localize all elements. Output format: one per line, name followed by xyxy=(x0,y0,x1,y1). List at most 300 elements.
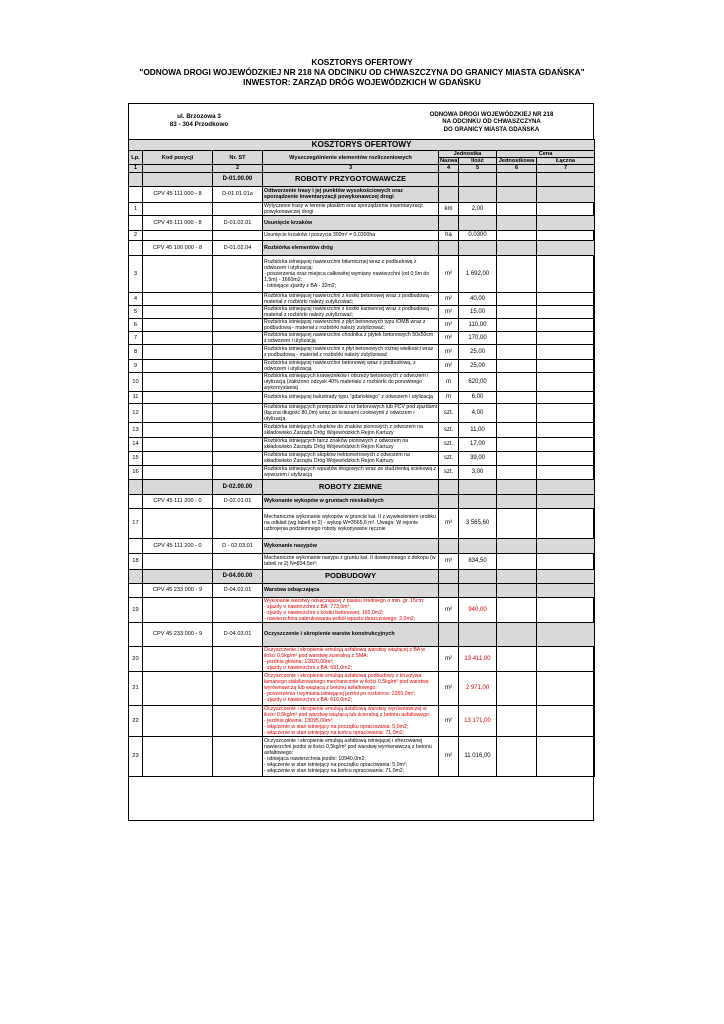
table-row xyxy=(129,292,595,305)
item-number: 15 xyxy=(129,451,143,465)
item-unit: m² xyxy=(439,359,459,372)
lp-cell xyxy=(129,215,143,230)
cpv-code: CPV 45 233 000 - 9 xyxy=(143,622,213,646)
item-description: Rozbiórka istniejącej balustrady typu "gdańskiego" z odwozem i utylizacją xyxy=(263,391,439,403)
item-unit: m² xyxy=(439,318,459,331)
item-quantity: 3,00 xyxy=(459,465,497,479)
item-description: Wykonanie warstwy odsączającej z piasku średniego o min. gr. 15cm: - zjazdy o nawierzchni z BA: 773,0m²; - zjazdy o nawierzchni z kostki betonowej: 165,0m2; - nawierzchnia zabrukowania wokół wpustu deszczowego: 2,0m2; xyxy=(263,597,439,622)
item-unit: m³ xyxy=(439,508,459,538)
qty-cell xyxy=(459,479,497,494)
item-unit: szt. xyxy=(439,451,459,465)
table-row xyxy=(129,372,595,391)
item-number: 20 xyxy=(129,646,143,671)
item-number: 6 xyxy=(129,318,143,331)
item-description: Rozbiórka istniejących wpustów drogowych wraz ze studzienką ściekową z wywozem i utylizacją xyxy=(263,465,439,479)
total-price-cell xyxy=(537,538,595,553)
item-unit: m³ xyxy=(439,553,459,569)
section-code: D-02.00.00 xyxy=(213,479,263,494)
lp-cell xyxy=(129,583,143,597)
code-cell xyxy=(143,422,213,437)
item-description: Oczyszczenie i skropienie emulsją asfaltową warstwy wiążącej z BA w ilości 0,5kg/m² pod warstwę ścieralną z SMA: - jezdnia główna: 12820,00m²; - zjazdy o nawierzchni z BA: 591,0m2; xyxy=(263,646,439,671)
subsection-row xyxy=(129,622,595,646)
total-price-cell xyxy=(537,451,595,465)
item-description: Mechaniczne wykonanie nasypu z gruntu kat. II dowiezionego z dokopu (w tabeli nr 2) N=834,5m³; xyxy=(263,553,439,569)
doc-investor: INWESTOR: ZARZĄD DRÓG WOJEWÓDZKICH W GDAŃSKU xyxy=(243,77,481,87)
col-header-description: Wyszczególnienie elementów rozliczeniowych xyxy=(263,151,439,165)
code-cell xyxy=(143,437,213,451)
st-code: D-04.02.01 xyxy=(213,583,263,597)
st-code: D-02.01.01 xyxy=(213,494,263,508)
item-number: 16 xyxy=(129,465,143,479)
unit-price-cell xyxy=(497,391,537,403)
table-body xyxy=(129,172,595,776)
unit-cell xyxy=(439,479,459,494)
col-number xyxy=(143,165,213,172)
cpv-code: CPV 45 233 000 - 9 xyxy=(143,583,213,597)
item-number: 17 xyxy=(129,508,143,538)
lp-cell xyxy=(129,494,143,508)
item-number: 12 xyxy=(129,403,143,422)
unit-cell xyxy=(439,240,459,255)
table-row xyxy=(129,597,595,622)
subsection-row xyxy=(129,538,595,553)
code-cell xyxy=(143,372,213,391)
subsection-name: Rozbiórka elementów dróg xyxy=(263,240,439,255)
table-row xyxy=(129,671,595,705)
unit-price-cell xyxy=(497,202,537,215)
total-price-cell xyxy=(537,292,595,305)
lp-cell xyxy=(129,240,143,255)
item-number: 19 xyxy=(129,597,143,622)
unit-price-cell xyxy=(497,230,537,240)
item-number: 21 xyxy=(129,671,143,705)
unit-price-cell xyxy=(497,437,537,451)
col-number: 6 xyxy=(497,165,537,172)
subsection-row xyxy=(129,494,595,508)
st-cell xyxy=(213,597,263,622)
code-cell xyxy=(143,359,213,372)
lp-cell xyxy=(129,569,143,583)
table-row xyxy=(129,553,595,569)
unit-price-cell xyxy=(497,255,537,292)
unit-price-cell xyxy=(497,553,537,569)
item-description: Usunięcie krzaków i poszycia 300m² = 0,0300ha xyxy=(263,230,439,240)
item-number: 18 xyxy=(129,553,143,569)
total-price-cell xyxy=(537,646,595,671)
project-line-3: DO GRANICY MIASTA GDAŃSKA xyxy=(443,125,540,133)
col-number: 5 xyxy=(459,165,497,172)
section-row xyxy=(129,479,595,494)
item-unit: m² xyxy=(439,331,459,344)
item-unit: m² xyxy=(439,597,459,622)
table-title: KOSZTORYS OFERTOWY xyxy=(129,140,595,151)
unit-cell xyxy=(439,569,459,583)
item-quantity: 170,00 xyxy=(459,331,497,344)
item-number: 5 xyxy=(129,305,143,318)
item-description: Rozbiórka istniejącej nawierzchni z kostki kamiennej wraz z podbudową - materiał z rozbiórki należy zutylizować; xyxy=(263,305,439,318)
table-row xyxy=(129,230,595,240)
item-quantity: 110,00 xyxy=(459,318,497,331)
item-unit: m xyxy=(439,372,459,391)
unit-price-cell xyxy=(497,422,537,437)
unit-cell xyxy=(439,172,459,186)
item-quantity: 2 971,00 xyxy=(459,671,497,705)
st-cell xyxy=(213,359,263,372)
lp-cell xyxy=(129,538,143,553)
col-header-lp: Lp. xyxy=(129,151,143,165)
st-cell xyxy=(213,403,263,422)
col-header-total-price: Łączna xyxy=(537,158,595,165)
subsection-name: Wykonanie wykopów w gruntach nieskalistych xyxy=(263,494,439,508)
st-cell xyxy=(213,331,263,344)
unit-price-cell xyxy=(497,331,537,344)
item-quantity: 17,00 xyxy=(459,437,497,451)
unit-price-cell xyxy=(497,451,537,465)
item-number: 14 xyxy=(129,437,143,451)
unit-price-cell xyxy=(497,344,537,359)
subsection-name: Wykonanie nasypów xyxy=(263,538,439,553)
item-unit: szt. xyxy=(439,465,459,479)
unit-cell xyxy=(439,622,459,646)
code-cell xyxy=(143,331,213,344)
unit-price-cell xyxy=(497,318,537,331)
item-quantity: 620,00 xyxy=(459,372,497,391)
qty-cell xyxy=(459,583,497,597)
total-price-cell xyxy=(537,736,595,776)
total-price-cell xyxy=(537,255,595,292)
code-cell xyxy=(143,172,213,186)
item-quantity: 25,00 xyxy=(459,344,497,359)
table-row xyxy=(129,508,595,538)
item-number: 11 xyxy=(129,391,143,403)
code-cell xyxy=(143,479,213,494)
item-unit: km xyxy=(439,202,459,215)
cpv-code: CPV 45 111 000 - 8 xyxy=(143,215,213,230)
table-row xyxy=(129,451,595,465)
item-number: 4 xyxy=(129,292,143,305)
item-description: Oczyszczenie i skropienie emulsją asfaltową istniejącej i sfrezowanej nawierzchni jezdni w ilości 0,5kg/m² pod warstwę wyrównawczą z betonu asfaltowego: - istniejąca nawierzchnia jezdni: 10940,0m2; - włączenie w stan istniejący na początku opracowania: 5,0m²; - włączenie w stan istniejący na końcu opracowania: 71,0m2; xyxy=(263,736,439,776)
item-number: 22 xyxy=(129,705,143,736)
contractor-address xyxy=(149,113,249,129)
total-price-cell xyxy=(537,508,595,538)
st-cell xyxy=(213,292,263,305)
item-description: Rozbiórka istniejącej nawierzchni z kostki betonowej wraz z podbudową - materiał z rozbiórki należy zutylizować; xyxy=(263,292,439,305)
item-description: Rozbiórka istniejącej nawierzchni chodnika z płytek betonowych 50x50cm z odwozem i utylizacją xyxy=(263,331,439,344)
st-code: D-01.02.01 xyxy=(213,215,263,230)
unit-price-cell xyxy=(497,172,537,186)
total-price-cell xyxy=(537,437,595,451)
lp-cell xyxy=(129,479,143,494)
st-cell xyxy=(213,422,263,437)
st-cell xyxy=(213,318,263,331)
total-price-cell xyxy=(537,403,595,422)
subsection-row xyxy=(129,215,595,230)
unit-price-cell xyxy=(497,646,537,671)
project-line-2: NA ODCINKU OD CHWASZCZYNA xyxy=(442,118,541,126)
code-cell xyxy=(143,508,213,538)
table-row xyxy=(129,391,595,403)
item-number: 7 xyxy=(129,331,143,344)
item-quantity: 834,50 xyxy=(459,553,497,569)
st-cell xyxy=(213,705,263,736)
item-quantity: 13 171,00 xyxy=(459,705,497,736)
code-cell xyxy=(143,230,213,240)
item-description: Rozbiórka istniejącej nawierzchni z płyt betonowych różnej wielkości wraz z podbudową - materiał z rozbiórki należy zutylizować xyxy=(263,344,439,359)
qty-cell xyxy=(459,215,497,230)
item-description: Wytyczenie trasy w terenie płaskim oraz sporządzenie inwentaryzacji powykonawczej drogi xyxy=(263,202,439,215)
total-price-cell xyxy=(537,172,595,186)
st-cell xyxy=(213,391,263,403)
item-description: Rozbiórka istniejącej nawierzchni betonowej wraz z podbudową, z odwozem i utylizacją xyxy=(263,359,439,372)
unit-price-cell xyxy=(497,292,537,305)
subsection-name: Oczyszczenie i skropienie warstw konstrukcyjnych xyxy=(263,622,439,646)
item-quantity: 40,00 xyxy=(459,292,497,305)
qty-cell xyxy=(459,240,497,255)
col-number: 3 xyxy=(263,165,439,172)
code-cell xyxy=(143,305,213,318)
item-unit: szt. xyxy=(439,422,459,437)
st-code: D-01.02.04 xyxy=(213,240,263,255)
st-cell xyxy=(213,372,263,391)
st-cell xyxy=(213,344,263,359)
col-header-unit-name: Nazwa xyxy=(440,158,458,165)
st-cell xyxy=(213,646,263,671)
item-number: 1 xyxy=(129,202,143,215)
col-header-price-group: Cena xyxy=(497,151,595,158)
unit-price-cell xyxy=(497,372,537,391)
item-unit: m² xyxy=(439,671,459,705)
item-quantity: 6,00 xyxy=(459,391,497,403)
total-price-cell xyxy=(537,372,595,391)
table-row xyxy=(129,437,595,451)
unit-price-cell xyxy=(497,569,537,583)
unit-cell xyxy=(439,583,459,597)
total-price-cell xyxy=(537,230,595,240)
subsection-row xyxy=(129,186,595,202)
table-row xyxy=(129,465,595,479)
total-price-cell xyxy=(537,240,595,255)
table-row xyxy=(129,646,595,671)
table-row xyxy=(129,359,595,372)
table-row xyxy=(129,403,595,422)
total-price-cell xyxy=(537,569,595,583)
total-price-cell xyxy=(537,202,595,215)
cost-estimate-table xyxy=(128,139,595,777)
unit-price-cell xyxy=(497,736,537,776)
table-row xyxy=(129,422,595,437)
item-description: Rozbiórka istniejących krawężników i obrzeży betonowych z odwozem i utylizacją (założono odzysk 40% materiału z rozbiórki do ponownego wykorzystania) xyxy=(263,372,439,391)
st-cell xyxy=(213,671,263,705)
st-cell xyxy=(213,508,263,538)
total-price-cell xyxy=(537,494,595,508)
item-description: Oczyszczenie i skropienie emulsją asfaltową warstwy wyrównawczej w ilości 0,5kg/m² pod warstwę wiążącą lub ścieralną z betonu asfaltowego: - jezdnia główna: 13095,00m²; - włączenie w stan istniejący na początku opracowania: 5,0m2; - włączenie w stan istniejący na końcu opracowania: 71,0m2; xyxy=(263,705,439,736)
total-price-cell xyxy=(537,215,595,230)
item-description: Rozbiórka istniejących tarcz znaków pionowych z odwozem na składowisko Zarządu Dróg Wojewódzkich Rejon Kartuzy xyxy=(263,437,439,451)
item-number: 13 xyxy=(129,422,143,437)
item-quantity: 11 016,00 xyxy=(459,736,497,776)
subsection-row xyxy=(129,583,595,597)
total-price-cell xyxy=(537,597,595,622)
item-number: 9 xyxy=(129,359,143,372)
code-cell xyxy=(143,344,213,359)
section-name: PODBUDOWY xyxy=(263,569,439,583)
total-price-cell xyxy=(537,344,595,359)
table-row xyxy=(129,255,595,292)
item-quantity: 39,00 xyxy=(459,451,497,465)
st-cell xyxy=(213,230,263,240)
code-cell xyxy=(143,451,213,465)
unit-price-cell xyxy=(497,538,537,553)
code-cell xyxy=(143,553,213,569)
item-number: 2 xyxy=(129,230,143,240)
project-line-1: ODNOWA DROGI WOJEWÓDZKIEJ NR 218 xyxy=(429,111,554,118)
item-number: 10 xyxy=(129,372,143,391)
code-cell xyxy=(143,705,213,736)
item-unit: m² xyxy=(439,305,459,318)
st-cell xyxy=(213,202,263,215)
total-price-cell xyxy=(537,479,595,494)
item-unit: m² xyxy=(439,705,459,736)
table-row xyxy=(129,344,595,359)
item-quantity: 25,00 xyxy=(459,359,497,372)
code-cell xyxy=(143,318,213,331)
doc-title: KOSZTORYS OFERTOWY xyxy=(311,57,413,67)
lp-cell xyxy=(129,172,143,186)
item-description: Mechaniczne wykonanie wykopów w gruncie kat. II z wywiezieniem urobku na odkład (wg tabeli nr 2) - wykop W=3565,6 m³. Uwaga: W rejonie uzbrojenia podziemnego roboty wykonywane ręcznie xyxy=(263,508,439,538)
unit-price-cell xyxy=(497,215,537,230)
st-cell xyxy=(213,451,263,465)
total-price-cell xyxy=(537,331,595,344)
cpv-code: CPV 45 111 200 - 0 xyxy=(143,538,213,553)
unit-price-cell xyxy=(497,240,537,255)
unit-price-cell xyxy=(497,622,537,646)
code-cell xyxy=(143,292,213,305)
unit-price-cell xyxy=(497,359,537,372)
unit-cell xyxy=(439,186,459,202)
item-number: 3 xyxy=(129,255,143,292)
section-row xyxy=(129,569,595,583)
code-cell xyxy=(143,465,213,479)
item-quantity: 15,00 xyxy=(459,305,497,318)
lp-cell xyxy=(129,186,143,202)
code-cell xyxy=(143,597,213,622)
item-quantity: 4,00 xyxy=(459,403,497,422)
col-header-unit-price: Jednostkowa xyxy=(497,158,537,165)
section-name: ROBOTY PRZYGOTOWAWCZE xyxy=(263,172,439,186)
section-name: ROBOTY ZIEMNE xyxy=(263,479,439,494)
table-row xyxy=(129,705,595,736)
unit-price-cell xyxy=(497,671,537,705)
unit-price-cell xyxy=(497,508,537,538)
project-name xyxy=(399,111,584,133)
item-description: Rozbiórka istniejącej nawierzchni bitumicznej wraz z podbudową z odwozem i utylizacją: - poszerzenia oraz miejsca całkowitej wymiany nawierzchni (od 0,5m do 1,5m) - 1660m2; - istniejące zjazdy z BA - 32m2; xyxy=(263,255,439,292)
total-price-cell xyxy=(537,705,595,736)
item-quantity: 13 411,00 xyxy=(459,646,497,671)
total-price-cell xyxy=(537,359,595,372)
total-price-cell xyxy=(537,391,595,403)
st-cell xyxy=(213,305,263,318)
unit-price-cell xyxy=(497,465,537,479)
code-cell xyxy=(143,202,213,215)
section-code: D-01.00.00 xyxy=(213,172,263,186)
item-description: Rozbiórka istniejącej nawierzchni z płyt betonowych typu IOMB wraz z podbudową - materiał z rozbiórki należy zutylizować; xyxy=(263,318,439,331)
cpv-code: CPV 45 100 000 - 8 xyxy=(143,240,213,255)
code-cell xyxy=(143,736,213,776)
unit-price-cell xyxy=(497,305,537,318)
col-number: 4 xyxy=(439,165,459,172)
unit-price-cell xyxy=(497,479,537,494)
item-unit: ha xyxy=(439,230,459,240)
st-cell xyxy=(213,553,263,569)
total-price-cell xyxy=(537,553,595,569)
qty-cell xyxy=(459,186,497,202)
cpv-code: CPV 45 111 200 - 0 xyxy=(143,494,213,508)
code-cell xyxy=(143,671,213,705)
section-row xyxy=(129,172,595,186)
item-number: 23 xyxy=(129,736,143,776)
code-cell xyxy=(143,391,213,403)
item-unit: szt. xyxy=(439,437,459,451)
unit-price-cell xyxy=(497,597,537,622)
col-number: 7 xyxy=(537,165,595,172)
st-cell xyxy=(213,465,263,479)
table-row xyxy=(129,331,595,344)
total-price-cell xyxy=(537,318,595,331)
item-description: Rozbiórka istniejących słupków hektometrowych z odwozem na składowisko Zarządu Dróg Wojewódzkich Rejon Kartuzy xyxy=(263,451,439,465)
qty-cell xyxy=(459,622,497,646)
unit-price-cell xyxy=(497,186,537,202)
table-row xyxy=(129,736,595,776)
unit-price-cell xyxy=(497,403,537,422)
item-quantity: 0,0300 xyxy=(459,230,497,240)
item-description: Oczyszczenie i skropienie emulsją asfaltową podbudowy z kruszywa łamanego stabilizowanego mechanicznie w ilości 0,5kg/m² pod warstwę wyrównawczą lub wiążącą z betonu asfaltowego: - poszerzenia i wymiana istniejącej jezdni po rozbiórce: 2355,0m²; - zjazdy o nawierzchni z BA: 616,0m2; xyxy=(263,671,439,705)
item-quantity: 3 565,60 xyxy=(459,508,497,538)
qty-cell xyxy=(459,172,497,186)
code-cell xyxy=(143,255,213,292)
col-header-st: Nr. ST xyxy=(213,151,263,165)
unit-price-cell xyxy=(497,583,537,597)
col-number: 2 xyxy=(213,165,263,172)
item-unit: m² xyxy=(439,344,459,359)
total-price-cell xyxy=(537,622,595,646)
item-unit: m² xyxy=(439,292,459,305)
item-number: 8 xyxy=(129,344,143,359)
st-cell xyxy=(213,255,263,292)
st-cell xyxy=(213,437,263,451)
address-city: 83 - 304 Przodkowo xyxy=(169,121,229,128)
item-description: Rozbiórka istniejących przepustów z rur betonowych lub PCV pod zjazdami (łączna długość 80,0m) wraz ze ścianami czołowymi z odwozem i utylizacją xyxy=(264,403,437,422)
subsection-name: Warstwa odsączająca xyxy=(263,583,439,597)
col-header-unit-group: Jednostka xyxy=(439,151,497,158)
code-cell xyxy=(143,569,213,583)
table-row xyxy=(129,202,595,215)
subsection-name: Odtworzenie trasy i jej punktów wysokościowych oraz sporządzenie inwentaryzacji powykonawczej drogi xyxy=(263,186,439,202)
item-unit: m² xyxy=(439,255,459,292)
lp-cell xyxy=(129,622,143,646)
unit-price-cell xyxy=(497,494,537,508)
subsection-name: Usunięcie krzaków xyxy=(263,215,439,230)
subsection-row xyxy=(129,240,595,255)
unit-cell xyxy=(439,215,459,230)
unit-cell xyxy=(439,538,459,553)
total-price-cell xyxy=(537,305,595,318)
item-unit: m² xyxy=(439,736,459,776)
section-code: D-04.00.00 xyxy=(213,569,263,583)
qty-cell xyxy=(459,494,497,508)
st-code: D-01.01.01a xyxy=(213,186,263,202)
code-cell xyxy=(143,403,213,422)
cpv-code: CPV 45 111 000 - 8 xyxy=(143,186,213,202)
